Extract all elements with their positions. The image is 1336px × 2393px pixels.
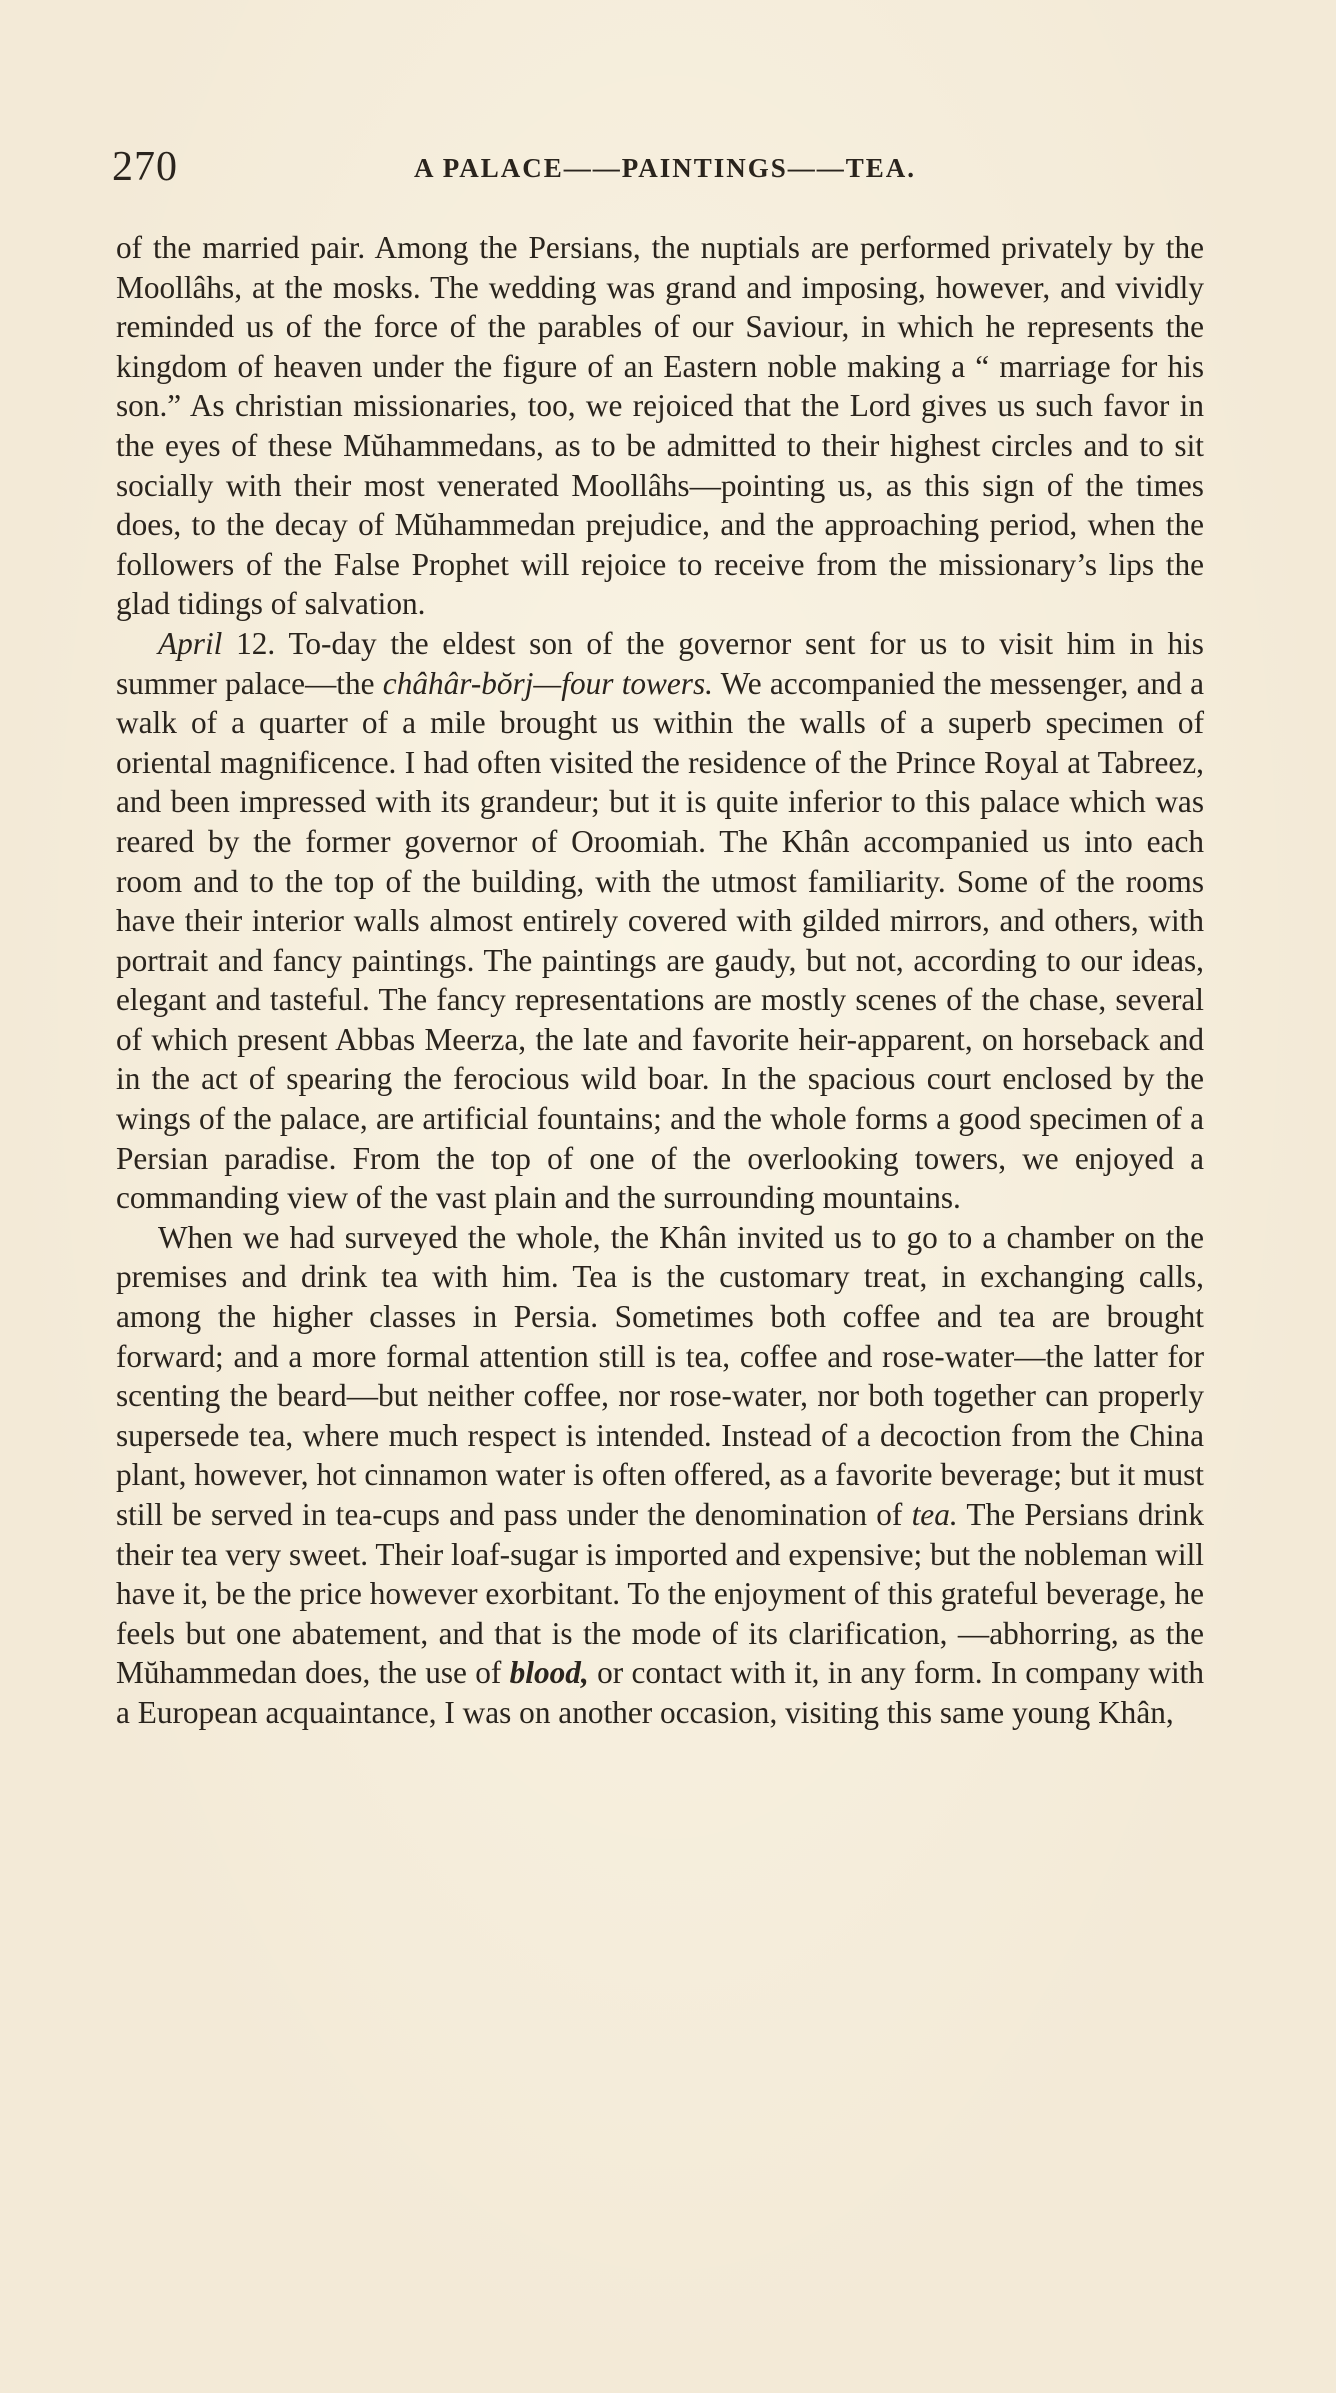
text-segment: April [158, 625, 223, 661]
text-segment: or contact with it, in any form. In company with a European acquaintance, I was on another occasion, visiting this same young Khân, [116, 1655, 1204, 1730]
page-number: 270 [112, 144, 178, 190]
body-text [116, 228, 1204, 1733]
text-segment: When we had surveyed the whole, the Khân invited us to go to a chamber on the premises and drink tea with him. Tea is the customary treat, in exchanging calls, among the higher classes in Persia. Sometimes both coffee and tea are brought forward; and a more formal attention still is tea, coffee and rose-water—the latter for scenting the beard—but neither coffee, nor rose-water, nor both together can properly supersede tea, where much respect is intended. Instead of a decoction from the China plant, however, hot cinnamon water is often offered, as a favorite beverage; but it must still be served in tea-cups and pass under the denomination of [116, 1219, 1204, 1532]
running-head: A PALACE——PAINTINGS——TEA. [414, 153, 917, 183]
text-segment: blood, [509, 1655, 589, 1691]
text-segment: tea. [911, 1497, 958, 1532]
text-segment: The Persians drink their tea very sweet. Their loaf-sugar is imported and expensive; but the nobleman will have it, be the price however exorbitant. To the enjoyment of this grateful beverage, he feels but one abatement, and that is the mode of its clarification, —abhorring, as the Mŭhammedan does, the use of [116, 1497, 1204, 1691]
text-segment: We accompanied the messenger, and a walk of a quarter of a mile brought us within the walls of a superb specimen of oriental magnificence. I had often visited the residence of the Prince Royal at Tabreez, and been impressed with its grandeur; but it is quite inferior to this palace which was reared by the former governor of Oroomiah. The Khân accompanied us into each room and to the top of the building, with the utmost familiarity. Some of the rooms have their interior walls almost entirely covered with gilded mirrors, and others, with portrait and fancy paintings. The paintings are gaudy, but not, according to our ideas, elegant and tasteful. The fancy representations are mostly scenes of the chase, several of which present Abbas Meerza, the late and favorite heir-apparent, on horseback and in the act of spearing the ferocious wild boar. In the spacious court enclosed by the wings of the palace, are artificial fountains; and the whole forms a good specimen of a Persian paradise. From the top of one of the overlooking towers, we enjoyed a commanding view of the vast plain and the surrounding mountains. [116, 665, 1204, 1216]
text-segment: of the married pair. Among the Persians, the nuptials are performed privately by the Moollâhs, at the mosks. The wedding was grand and imposing, however, and vividly reminded us of the force of the parables of our Saviour, in which he represents the kingdom of heaven under the figure of an Eastern noble making a “ marriage for his son.” As christian missionaries, too, we rejoiced that the Lord gives us such favor in the eyes of these Mŭhammedans, as to be admitted to their highest circles and to sit socially with their most venerated Moollâhs—pointing us, as this sign of the times does, to the decay of Mŭhammedan prejudice, and the approaching period, when the followers of the False Prophet will rejoice to receive from the missionary’s lips the glad tidings of salvation. [116, 230, 1204, 622]
paragraph-1 [116, 228, 1204, 624]
text-segment: châhâr-bŏrj—four towers. [382, 665, 713, 701]
paragraph-2 [116, 624, 1204, 1218]
paragraph-3 [116, 1218, 1204, 1733]
text-segment: 12. To-day the eldest son of the governor sent for us to visit him in his summer palace—the [116, 625, 1204, 701]
page-header [112, 142, 1252, 192]
